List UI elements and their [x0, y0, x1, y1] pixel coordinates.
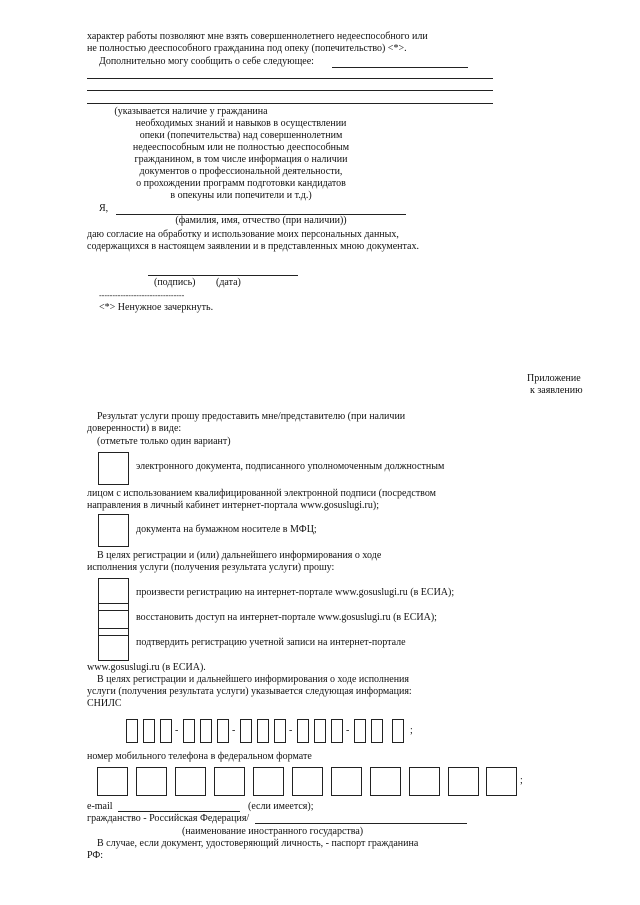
phone-terminator: ; — [520, 775, 523, 786]
fill-line — [87, 78, 493, 79]
option-label: документа на бумажном носителе в МФЦ; — [136, 524, 317, 535]
option-label: восстановить доступ на интернет-портале www.gosuslugi.ru (в ЕСИА); — [136, 612, 437, 623]
fill-line — [87, 103, 493, 104]
email-label: e-mail — [87, 801, 113, 812]
snils-cell[interactable] — [143, 719, 155, 743]
text-line: В целях регистрации и (или) дальнейшего информирования о ходе — [97, 550, 382, 561]
snils-cell[interactable] — [392, 719, 404, 743]
option-electronic-checkbox[interactable] — [98, 452, 132, 485]
phone-digit-box[interactable] — [409, 767, 440, 796]
snils-cell[interactable] — [257, 719, 269, 743]
date-caption: (дата) — [216, 277, 241, 288]
fill-line — [87, 90, 493, 91]
text-line: лицом с использованием квалифицированной электронной подписи (посредством — [87, 488, 436, 499]
option-paper-checkbox[interactable] — [98, 514, 132, 547]
text-line: Результат услуги прошу предоставить мне/представителю (при наличии — [97, 411, 406, 422]
appendix-subtitle: к заявлению — [530, 385, 583, 396]
snils-separator: - — [346, 725, 350, 736]
phone-digit-box[interactable] — [370, 767, 401, 796]
phone-digit-box[interactable] — [136, 767, 167, 796]
fill-line — [332, 67, 468, 68]
phone-digit-box[interactable] — [292, 767, 323, 796]
hint-line: необходимых знаний и навыков в осуществлении — [135, 118, 347, 129]
hint-line: опеки (попечительства) над совершеннолетним — [139, 130, 343, 141]
text-line: характер работы позволяют мне взять совершеннолетнего недееспособного или — [87, 31, 428, 42]
snils-separator: - — [232, 725, 236, 736]
text-line: содержащихся в настоящем заявлении и в представленных мною документах. — [87, 241, 419, 252]
phone-digit-box[interactable] — [97, 767, 128, 796]
phone-label: номер мобильного телефона в федеральном формате — [87, 751, 312, 762]
snils-separator: - — [289, 725, 293, 736]
phone-digit-box[interactable] — [253, 767, 284, 796]
text-line: Дополнительно могу сообщить о себе следующее: — [99, 56, 314, 67]
phone-digit-box[interactable] — [486, 767, 517, 796]
fio-caption: (фамилия, имя, отчество (при наличии)) — [175, 215, 347, 226]
ya-label: Я, — [99, 203, 109, 214]
citizenship-label: гражданство - Российская Федерация/ — [87, 813, 250, 824]
signature-caption: (подпись) — [154, 277, 196, 288]
snils-cell[interactable] — [200, 719, 212, 743]
snils-cell[interactable] — [240, 719, 252, 743]
appendix-title: Приложение — [527, 373, 581, 384]
footnote-divider: -------------------------------- — [99, 291, 185, 300]
snils-cell[interactable] — [314, 719, 326, 743]
text-line: не полностью дееспособного гражданина под опеку (попечительство) <*>. — [87, 43, 407, 54]
hint-line: документов о профессиональной деятельности, — [139, 166, 343, 177]
text-line: даю согласие на обработку и использование моих персональных данных, — [87, 229, 399, 240]
hint-line: в опекуны или попечители и т.д.) — [170, 190, 312, 201]
snils-cell[interactable] — [371, 719, 383, 743]
snils-cell[interactable] — [297, 719, 309, 743]
option-label: электронного документа, подписанного уполномоченным должностным — [136, 461, 445, 472]
text-line: услуги (получения результата услуги) указывается следующая информация: — [87, 686, 412, 697]
text-line: В целях регистрации и дальнейшего информирования о ходе исполнения — [97, 674, 410, 685]
phone-digit-box[interactable] — [448, 767, 479, 796]
text-line: (отметьте только один вариант) — [97, 436, 231, 447]
snils-cell[interactable] — [160, 719, 172, 743]
phone-digit-box[interactable] — [331, 767, 362, 796]
citizenship-caption: (наименование иностранного государства) — [182, 826, 364, 837]
signature-line — [148, 275, 298, 276]
snils-cell[interactable] — [183, 719, 195, 743]
text-line: www.gosuslugi.ru (в ЕСИА). — [87, 662, 206, 673]
text-line: направления в личный кабинет интернет-портала www.gosuslugi.ru); — [87, 500, 379, 511]
snils-cell[interactable] — [217, 719, 229, 743]
option-label: подтвердить регистрацию учетной записи на интернет-портале — [136, 637, 406, 648]
hint-line: о прохождении программ подготовки кандидатов — [136, 178, 346, 189]
citizenship-field[interactable] — [255, 823, 467, 824]
phone-digit-box[interactable] — [214, 767, 245, 796]
snils-cell[interactable] — [354, 719, 366, 743]
email-note: (если имеется); — [248, 801, 314, 812]
snils-cell[interactable] — [331, 719, 343, 743]
text-line: В случае, если документ, удостоверяющий личность, - паспорт гражданина — [97, 838, 419, 849]
snils-separator: - — [175, 725, 179, 736]
text-line: доверенности) в виде: — [87, 423, 182, 434]
confirm-registration-checkbox[interactable] — [98, 628, 132, 661]
hint-line: (указывается наличие у гражданина — [114, 106, 268, 117]
text-line: исполнения услуги (получения результата услуги) прошу: — [87, 562, 335, 573]
snils-cell[interactable] — [274, 719, 286, 743]
hint-line: недееспособным или не полностью дееспособным — [132, 142, 350, 153]
snils-label: СНИЛС — [87, 698, 122, 709]
option-label: произвести регистрацию на интернет-портале www.gosuslugi.ru (в ЕСИА); — [136, 587, 455, 598]
hint-line: гражданином, в том числе информация о наличии — [134, 154, 348, 165]
footnote: <*> Ненужное зачеркнуть. — [99, 302, 214, 313]
phone-digit-box[interactable] — [175, 767, 206, 796]
email-field[interactable] — [118, 811, 240, 812]
snils-terminator: ; — [410, 725, 413, 736]
snils-cell[interactable] — [126, 719, 138, 743]
text-line: РФ: — [87, 850, 104, 861]
